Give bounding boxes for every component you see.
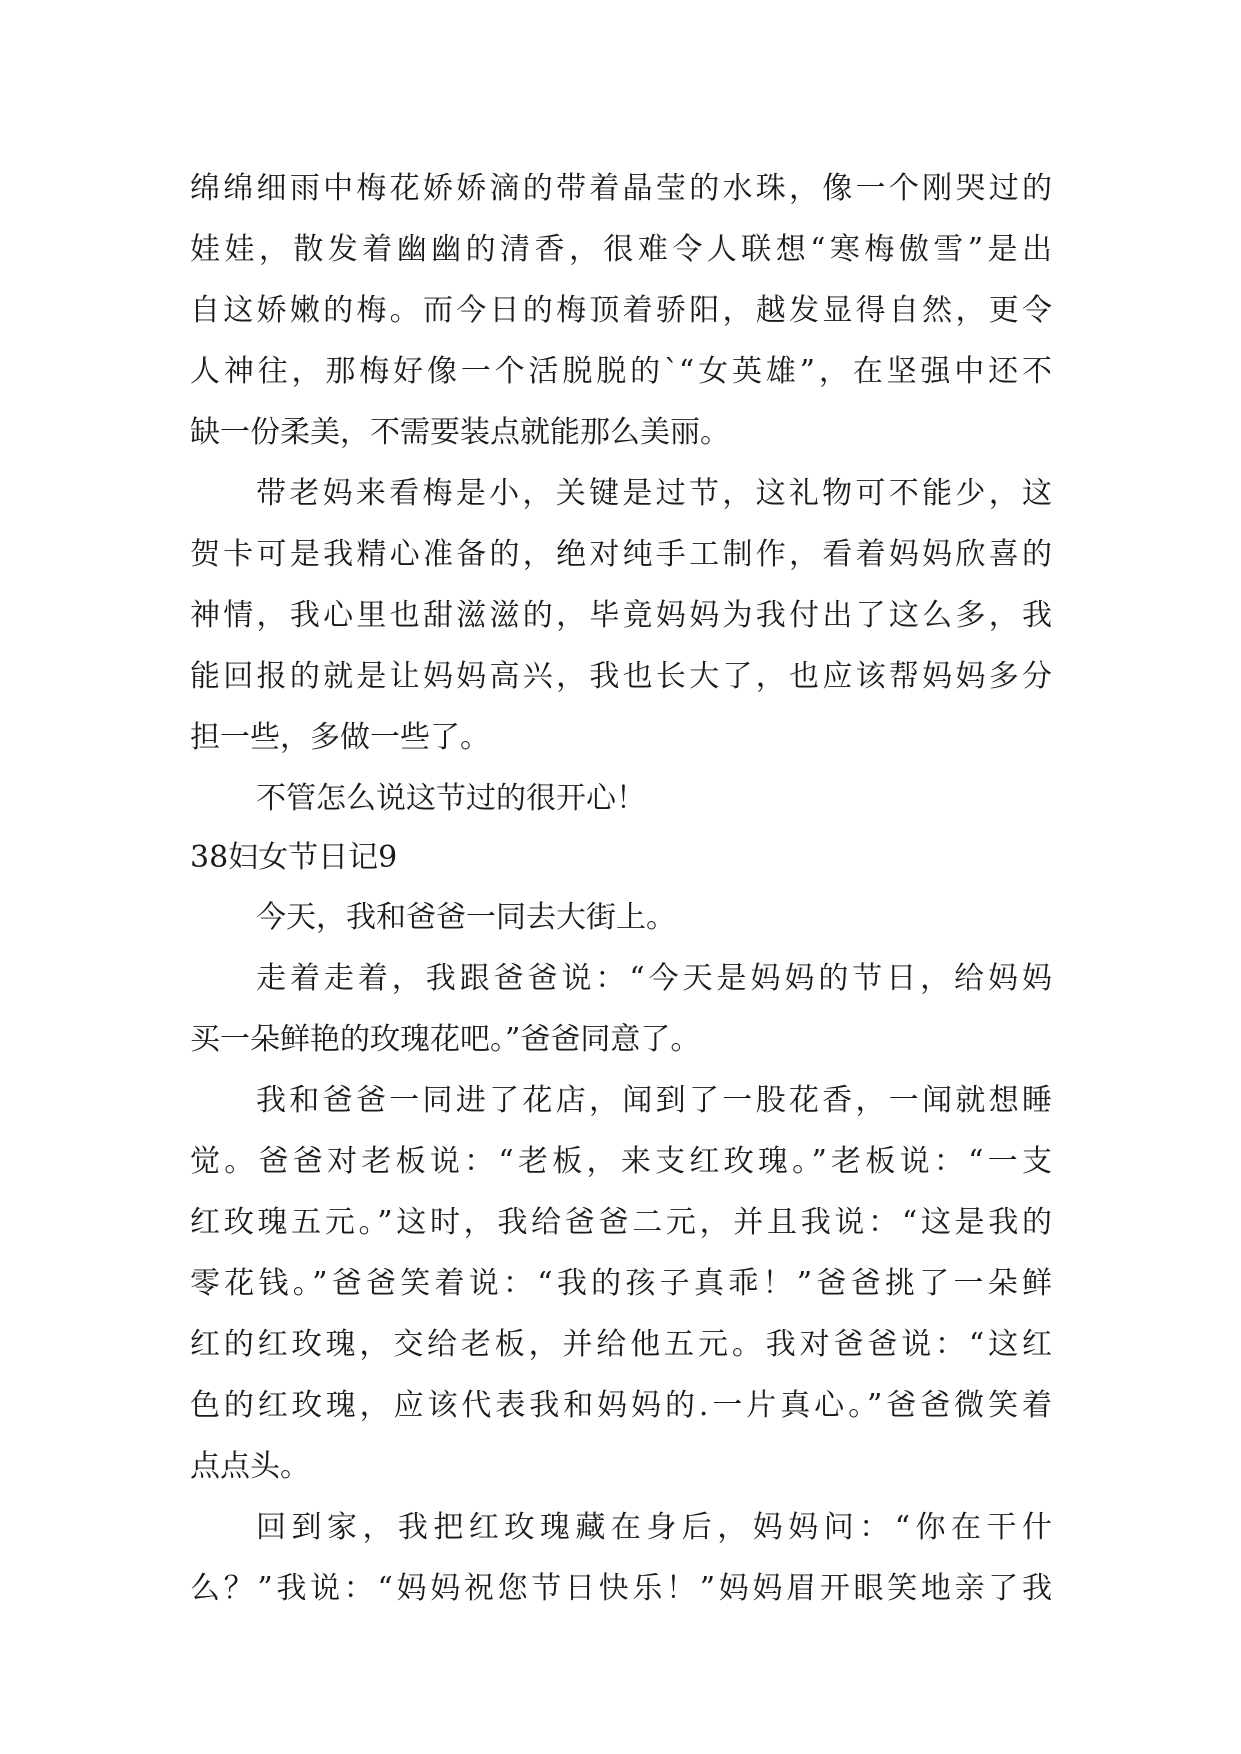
paragraph	[190, 463, 1052, 768]
text-line: 绵绵细雨中梅花娇娇滴的带着晶莹的水珠，像一个刚哭过的	[190, 171, 1052, 206]
text-line: 娃娃，散发着幽幽的清香，很难令人联想“寒梅傲雪”是出	[190, 232, 1052, 267]
text-line: 不管怎么说这节过的很开心！	[256, 781, 646, 816]
paragraph	[190, 768, 1052, 829]
text-line: 回到家，我把红玫瑰藏在身后，妈妈问：“你在干什	[256, 1510, 1052, 1545]
paragraph	[190, 948, 1052, 1070]
text-line: 神情，我心里也甜滋滋的，毕竟妈妈为我付出了这么多，我	[190, 598, 1052, 633]
text-line: 么？”我说：“妈妈祝您节日快乐！”妈妈眉开眼笑地亲了我	[190, 1571, 1052, 1606]
text-line: 带老妈来看梅是小，关键是过节，这礼物可不能少，这	[256, 476, 1052, 511]
text-line: 我和爸爸一同进了花店，闻到了一股花香，一闻就想睡	[256, 1083, 1052, 1118]
text-line: 担一些，多做一些了。	[190, 720, 490, 755]
paragraph	[190, 158, 1052, 463]
text-line: 能回报的就是让妈妈高兴，我也长大了，也应该帮妈妈多分	[190, 659, 1052, 694]
text-line: 红的红玫瑰，交给老板，并给他五元。我对爸爸说：“这红	[190, 1327, 1052, 1362]
text-line: 缺一份柔美，不需要装点就能那么美丽。	[190, 415, 730, 450]
text-line: 贺卡可是我精心准备的，绝对纯手工制作，看着妈妈欣喜的	[190, 537, 1052, 572]
text-line: 买一朵鲜艳的玫瑰花吧。”爸爸同意了。	[190, 1022, 701, 1057]
text-line: 今天，我和爸爸一同去大街上。	[256, 900, 676, 935]
text-line: 自这娇嫩的梅。而今日的梅顶着骄阳，越发显得自然，更令	[190, 293, 1052, 328]
paragraph	[190, 1070, 1052, 1497]
text-line: 色的红玫瑰，应该代表我和妈妈的.一片真心。”爸爸微笑着	[190, 1388, 1052, 1423]
text-line: 人神往，那梅好像一个活脱脱的`“女英雄”，在坚强中还不	[190, 354, 1052, 389]
text-line: 觉。爸爸对老板说：“老板，来支红玫瑰。”老板说：“一支	[190, 1144, 1052, 1179]
paragraph	[190, 1497, 1052, 1619]
text-line: 零花钱。”爸爸笑着说：“我的孩子真乖！”爸爸挑了一朵鲜	[190, 1266, 1052, 1301]
text-line: 点点头。	[190, 1449, 310, 1484]
paragraph	[190, 887, 1052, 948]
section-heading: 38妇女节日记9	[190, 840, 398, 875]
document-page	[190, 158, 1052, 1619]
text-line: 红玫瑰五元。”这时，我给爸爸二元，并且我说：“这是我的	[190, 1205, 1052, 1240]
text-line: 走着走着，我跟爸爸说：“今天是妈妈的节日，给妈妈	[256, 961, 1052, 996]
